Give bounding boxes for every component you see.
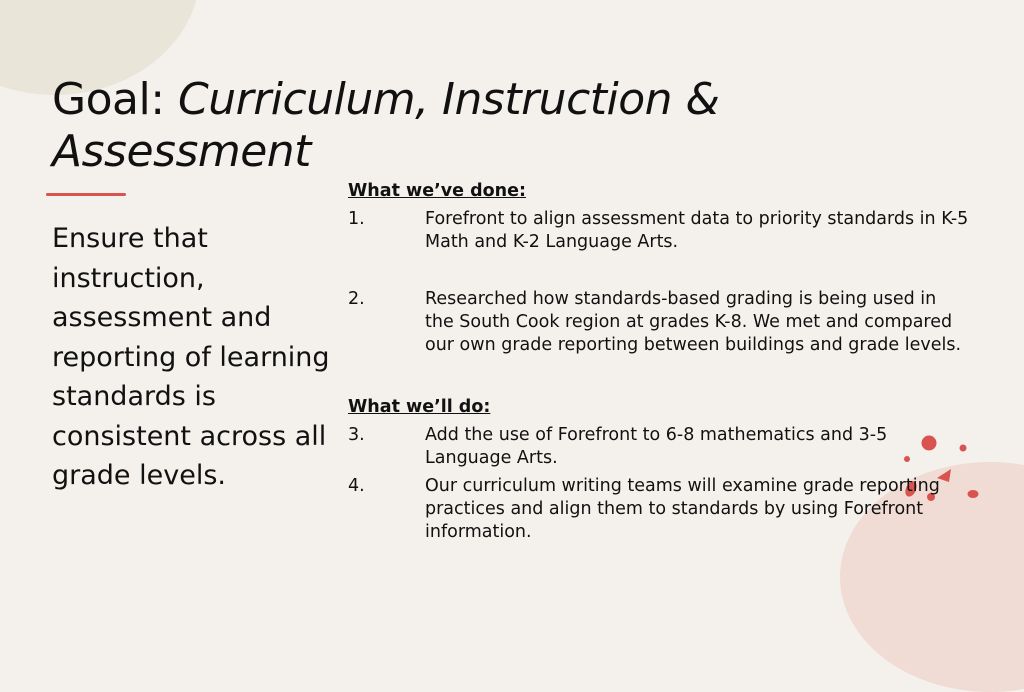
done-heading: What we’ve done: — [348, 181, 526, 201]
list-item-number: 3. — [348, 425, 365, 445]
goal-statement: Ensure that instruction, assessment and reporting of learning standards is consistent across all grade levels. — [52, 223, 330, 491]
list-item-number: 2. — [348, 289, 365, 309]
list-item-number: 4. — [348, 476, 365, 496]
content-panel — [348, 180, 988, 544]
list-item-text: Add the use of Forefront to 6-8 mathematics and 3-5 Language Arts. — [425, 425, 888, 468]
title-emphasis: Curriculum, Instruction & Assessment — [52, 74, 720, 177]
list-item — [348, 208, 988, 254]
list-item-text: Our curriculum writing teams will examine grade reporting practices and align them to standards by using Forefront information. — [425, 476, 940, 542]
slide-title — [52, 74, 812, 178]
list-item — [348, 424, 988, 470]
list-item-text: Researched how standards-based grading is being used in the South Cook region at grades K-8. We met and compared our own grade reporting between buildings and grade levels. — [425, 289, 962, 355]
list-item-number: 1. — [348, 209, 365, 229]
list-item — [348, 288, 988, 357]
list-item-text: Forefront to align assessment data to priority standards in K-5 Math and K-2 Language Arts. — [425, 209, 969, 252]
title-accent-line — [46, 193, 126, 196]
list-item — [348, 475, 988, 544]
title-prefix: Goal: — [52, 74, 179, 125]
todo-heading: What we’ll do: — [348, 397, 491, 417]
